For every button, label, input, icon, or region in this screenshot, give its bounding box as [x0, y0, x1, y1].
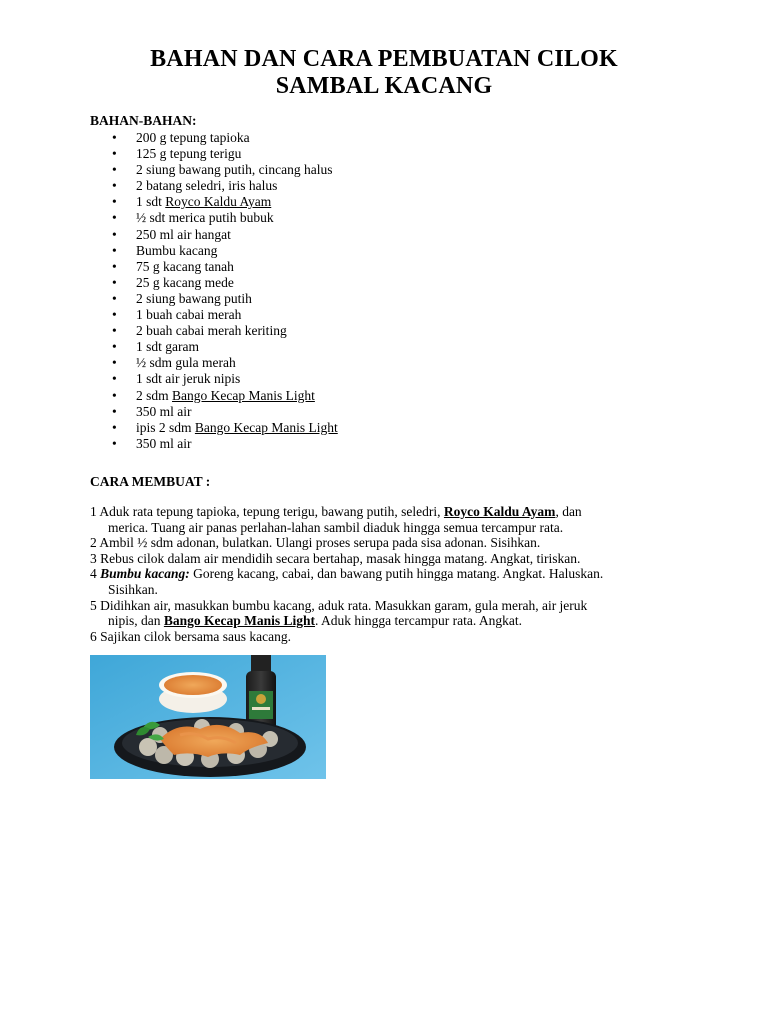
bullet-icon: • [112, 194, 117, 210]
ingredient-item [90, 210, 490, 226]
step-1: 1 Aduk rata tepung tapioka, tepung terigu, bawang putih, seledri, Royco Kaldu Ayam, dan merica. Tuang air panas perlahan-lahan sambil diaduk hingga semua tercampur rata. [90, 504, 582, 535]
ingredient-text: 2 batang seledri, iris halus [136, 178, 278, 194]
step-3: 3 Rebus cilok dalam air mendidih secara bertahap, masak hingga matang. Angkat, tiriskan. [90, 550, 581, 566]
ingredient-text: 25 g kacang mede [136, 274, 234, 290]
ingredient-item [90, 243, 490, 259]
step-number: 3 [90, 550, 97, 566]
ingredient-text: 2 sdm [136, 387, 173, 403]
bullet-icon: • [112, 371, 117, 387]
bullet-icon: • [112, 339, 117, 355]
step-4: 4 Bumbu kacang: Goreng kacang, cabai, dan bawang putih hingga matang. Angkat. Haluskan. Sisihkan. [90, 566, 604, 597]
ingredient-item [90, 146, 490, 162]
method-steps [90, 504, 678, 644]
ingredient-item [90, 436, 490, 452]
bullet-icon: • [112, 323, 117, 339]
ingredient-text: ½ sdm gula merah [136, 355, 236, 371]
ingredient-product-link[interactable]: Bango Kecap Manis Light [194, 419, 338, 435]
ingredient-item [90, 194, 490, 210]
step-6: 6 Sajikan cilok bersama saus kacang. [90, 628, 291, 644]
bango-link[interactable]: Bango Kecap Manis Light [163, 613, 316, 629]
ingredient-text: 2 buah cabai merah keriting [136, 323, 287, 339]
ingredient-item [90, 355, 490, 371]
cilok-dish-photo [90, 655, 326, 779]
ingredient-text: Bumbu kacang [136, 242, 218, 258]
ingredient-item [90, 162, 490, 178]
ingredient-item [90, 388, 490, 404]
step-5: 5 Didihkan air, masukkan bumbu kacang, aduk rata. Masukkan garam, gula merah, air jeruk nipis, dan Bango Kecap Manis Light. Aduk hingga tercampur rata. Angkat. [90, 597, 588, 629]
ingredient-item [90, 227, 490, 243]
ingredient-item [90, 307, 490, 323]
bullet-icon: • [112, 419, 117, 435]
bullet-icon: • [112, 178, 117, 194]
ingredient-text: 2 siung bawang putih, cincang halus [136, 162, 333, 178]
step-2: 2 Ambil ½ sdm adonan, bulatkan. Ulangi proses serupa pada sisa adonan. Sisihkan. [90, 535, 541, 551]
ingredient-text: ipis 2 sdm [136, 419, 195, 435]
ingredient-text: 1 sdt garam [136, 339, 199, 355]
step-number: 2 [90, 535, 97, 551]
ingredient-item [90, 291, 490, 307]
step-number: 6 [90, 628, 97, 644]
ingredient-text: 350 ml air [136, 435, 192, 451]
step-number: 4 [90, 566, 97, 582]
bullet-icon: • [112, 242, 117, 258]
ingredient-text: 125 g tepung terigu [136, 146, 242, 162]
bullet-icon: • [112, 258, 117, 274]
ingredient-item [90, 275, 490, 291]
ingredient-item [90, 323, 490, 339]
bullet-icon: • [112, 307, 117, 323]
title-line-2: SAMBAL KACANG [275, 73, 493, 99]
ingredient-text: 1 sdt [136, 194, 166, 210]
title-line-1: BAHAN DAN CARA PEMBUATAN CILOK [150, 46, 618, 72]
ingredient-item [90, 178, 490, 194]
bullet-icon: • [112, 226, 117, 242]
bullet-icon: • [112, 355, 117, 371]
ingredient-text: 2 siung bawang putih [136, 290, 252, 306]
royco-link[interactable]: Royco Kaldu Ayam [443, 504, 556, 519]
ingredient-text: ½ sdt merica putih bubuk [136, 210, 274, 226]
ingredient-item [90, 259, 490, 275]
bullet-icon: • [112, 403, 117, 419]
ingredient-product-link[interactable]: Royco Kaldu Ayam [165, 194, 272, 210]
ingredient-product-link[interactable]: Bango Kecap Manis Light [172, 387, 315, 403]
ingredient-item [90, 404, 490, 420]
method-heading: CARA MEMBUAT : [90, 474, 211, 489]
bullet-icon: • [112, 274, 117, 290]
bullet-icon: • [112, 130, 117, 145]
bullet-icon: • [112, 210, 117, 226]
bullet-icon: • [112, 387, 117, 403]
bullet-icon: • [112, 290, 117, 306]
ingredient-item [90, 371, 490, 387]
ingredient-text: 1 buah cabai merah [136, 307, 242, 323]
ingredient-text: 200 g tepung tapioka [136, 130, 250, 145]
ingredient-text: 75 g kacang tanah [136, 258, 234, 274]
ingredients-list [90, 130, 490, 452]
ingredient-text: 1 sdt air jeruk nipis [136, 371, 241, 387]
ingredient-item [90, 339, 490, 355]
ingredient-text: 350 ml air [136, 403, 192, 419]
step-number: 1 [90, 504, 97, 519]
bullet-icon: • [112, 146, 117, 162]
ingredient-item [90, 130, 490, 146]
ingredients-heading: BAHAN-BAHAN: [90, 113, 197, 128]
ingredient-item [90, 420, 490, 436]
bumbu-kacang-label: Bumbu kacang: [100, 566, 190, 582]
step-number: 5 [90, 597, 97, 613]
bullet-icon: • [112, 435, 117, 451]
ingredient-text: 250 ml air hangat [136, 226, 231, 242]
page-title [80, 46, 688, 100]
bullet-icon: • [112, 162, 117, 178]
